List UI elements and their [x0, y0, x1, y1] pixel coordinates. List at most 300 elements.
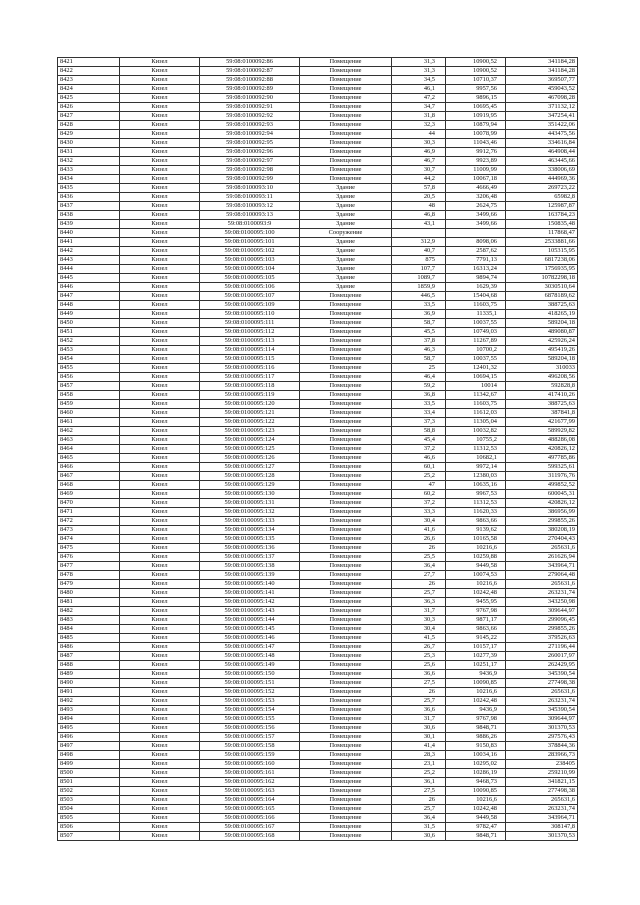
cadastral-value-cell: 443475,56: [506, 130, 578, 139]
object-type-cell: Помещение: [300, 400, 392, 409]
city-cell: Кизел: [120, 283, 200, 292]
city-cell: Кизел: [120, 121, 200, 130]
area-cell: 41,5: [392, 634, 446, 643]
city-cell: Кизел: [120, 229, 200, 238]
row-number-cell: 8440: [58, 229, 120, 238]
specific-value-cell: 11612,03: [446, 409, 506, 418]
object-type-cell: Здание: [300, 274, 392, 283]
cadastral-value-cell: 341184,28: [506, 67, 578, 76]
row-number-cell: 8454: [58, 355, 120, 364]
area-cell: 31,7: [392, 715, 446, 724]
specific-value-cell: 10635,16: [446, 481, 506, 490]
row-number-cell: 8490: [58, 679, 120, 688]
object-type-cell: Помещение: [300, 175, 392, 184]
cadastral-value-cell: 341184,28: [506, 58, 578, 67]
city-cell: Кизел: [120, 391, 200, 400]
cadastral-number-cell: 59:08:0100095:138: [200, 562, 300, 571]
cadastral-value-cell: 496208,56: [506, 373, 578, 382]
row-number-cell: 8425: [58, 94, 120, 103]
specific-value-cell: 15404,68: [446, 292, 506, 301]
city-cell: Кизел: [120, 670, 200, 679]
city-cell: Кизел: [120, 130, 200, 139]
table-row: [58, 364, 578, 373]
table-row: [58, 778, 578, 787]
cadastral-value-cell: 467098,28: [506, 94, 578, 103]
cadastral-value-cell: 589204,18: [506, 319, 578, 328]
city-cell: Кизел: [120, 139, 200, 148]
cadastral-value-cell: 299096,45: [506, 616, 578, 625]
cadastral-number-cell: 59:08:0100095:109: [200, 301, 300, 310]
table-row: [58, 760, 578, 769]
cadastral-value-cell: 388725,63: [506, 400, 578, 409]
area-cell: 26: [392, 580, 446, 589]
row-number-cell: 8480: [58, 589, 120, 598]
cadastral-number-cell: 59:08:0100092:86: [200, 58, 300, 67]
cadastral-value-cell: 499852,52: [506, 481, 578, 490]
table-row: [58, 436, 578, 445]
cadastral-value-cell: 589929,82: [506, 427, 578, 436]
specific-value-cell: 10259,88: [446, 553, 506, 562]
cadastral-value-cell: 297576,43: [506, 733, 578, 742]
specific-value-cell: 10682,1: [446, 454, 506, 463]
object-type-cell: Помещение: [300, 166, 392, 175]
cadastral-value-cell: 238405: [506, 760, 578, 769]
cadastral-value-cell: 150835,48: [506, 220, 578, 229]
city-cell: Кизел: [120, 112, 200, 121]
row-number-cell: 8463: [58, 436, 120, 445]
table-row: [58, 670, 578, 679]
table-row: [58, 130, 578, 139]
specific-value-cell: 12401,32: [446, 364, 506, 373]
row-number-cell: 8498: [58, 751, 120, 760]
cadastral-value-cell: 378844,36: [506, 742, 578, 751]
cadastral-value-cell: 371132,12: [506, 103, 578, 112]
cadastral-number-cell: 59:08:0100095:123: [200, 427, 300, 436]
object-type-cell: Помещение: [300, 427, 392, 436]
row-number-cell: 8433: [58, 166, 120, 175]
specific-value-cell: 9468,73: [446, 778, 506, 787]
cadastral-number-cell: 59:08:0100095:107: [200, 292, 300, 301]
city-cell: Кизел: [120, 274, 200, 283]
table-row: [58, 805, 578, 814]
row-number-cell: 8496: [58, 733, 120, 742]
cadastral-number-cell: 59:08:0100095:160: [200, 760, 300, 769]
area-cell: 26,7: [392, 643, 446, 652]
table-row: [58, 112, 578, 121]
cadastral-number-cell: 59:08:0100095:156: [200, 724, 300, 733]
cadastral-number-cell: 59:08:0100095:144: [200, 616, 300, 625]
area-cell: 46,9: [392, 148, 446, 157]
object-type-cell: Здание: [300, 184, 392, 193]
cadastral-value-cell: 338006,69: [506, 166, 578, 175]
area-cell: 33,4: [392, 409, 446, 418]
city-cell: Кизел: [120, 148, 200, 157]
cadastral-value-cell: 10782298,18: [506, 274, 578, 283]
specific-value-cell: 10216,6: [446, 796, 506, 805]
cadastral-number-cell: 59:08:0100095:125: [200, 445, 300, 454]
row-number-cell: 8497: [58, 742, 120, 751]
table-row: [58, 229, 578, 238]
table-row: [58, 616, 578, 625]
city-cell: Кизел: [120, 616, 200, 625]
cadastral-number-cell: 59:08:0100095:142: [200, 598, 300, 607]
area-cell: 40,7: [392, 247, 446, 256]
cadastral-number-cell: 59:08:0100095:105: [200, 274, 300, 283]
table-row: [58, 481, 578, 490]
specific-value-cell: 12380,03: [446, 472, 506, 481]
cadastral-value-cell: 265631,6: [506, 544, 578, 553]
cadastral-number-cell: 59:08:0100093:11: [200, 193, 300, 202]
cadastral-number-cell: 59:08:0100092:89: [200, 85, 300, 94]
specific-value-cell: 2587,62: [446, 247, 506, 256]
row-number-cell: 8494: [58, 715, 120, 724]
object-type-cell: Помещение: [300, 760, 392, 769]
city-cell: Кизел: [120, 652, 200, 661]
cadastral-value-cell: 459043,52: [506, 85, 578, 94]
row-number-cell: 8446: [58, 283, 120, 292]
object-type-cell: Помещение: [300, 517, 392, 526]
row-number-cell: 8439: [58, 220, 120, 229]
object-type-cell: Помещение: [300, 319, 392, 328]
area-cell: 37,2: [392, 445, 446, 454]
area-cell: 58,7: [392, 319, 446, 328]
row-number-cell: 8505: [58, 814, 120, 823]
row-number-cell: 8507: [58, 832, 120, 841]
row-number-cell: 8427: [58, 112, 120, 121]
area-cell: 25,2: [392, 769, 446, 778]
specific-value-cell: 11043,46: [446, 139, 506, 148]
city-cell: Кизел: [120, 715, 200, 724]
city-cell: Кизел: [120, 625, 200, 634]
area-cell: 48: [392, 202, 446, 211]
cadastral-number-cell: 59:08:0100095:141: [200, 589, 300, 598]
cadastral-value-cell: 6878189,62: [506, 292, 578, 301]
table-row: [58, 688, 578, 697]
specific-value-cell: 11335,1: [446, 310, 506, 319]
city-cell: Кизел: [120, 517, 200, 526]
specific-value-cell: 10879,94: [446, 121, 506, 130]
object-type-cell: Помещение: [300, 463, 392, 472]
area-cell: 45,5: [392, 328, 446, 337]
cadastral-value-cell: 387841,8: [506, 409, 578, 418]
row-number-cell: 8491: [58, 688, 120, 697]
area-cell: 28,3: [392, 751, 446, 760]
city-cell: Кизел: [120, 814, 200, 823]
table-row: [58, 121, 578, 130]
city-cell: Кизел: [120, 544, 200, 553]
cadastral-value-cell: 271196,44: [506, 643, 578, 652]
object-type-cell: Здание: [300, 265, 392, 274]
table-row: [58, 553, 578, 562]
city-cell: Кизел: [120, 724, 200, 733]
city-cell: Кизел: [120, 481, 200, 490]
city-cell: Кизел: [120, 472, 200, 481]
object-type-cell: Здание: [300, 211, 392, 220]
city-cell: Кизел: [120, 454, 200, 463]
cadastral-number-cell: 59:08:0100095:122: [200, 418, 300, 427]
object-type-cell: Помещение: [300, 607, 392, 616]
row-number-cell: 8482: [58, 607, 120, 616]
cadastral-number-cell: 59:08:0100095:161: [200, 769, 300, 778]
object-type-cell: Помещение: [300, 301, 392, 310]
area-cell: 30,1: [392, 733, 446, 742]
area-cell: 37,8: [392, 337, 446, 346]
specific-value-cell: 10034,16: [446, 751, 506, 760]
object-type-cell: Помещение: [300, 778, 392, 787]
table-row: [58, 526, 578, 535]
area-cell: 875: [392, 256, 446, 265]
area-cell: 27,7: [392, 571, 446, 580]
object-type-cell: Помещение: [300, 121, 392, 130]
object-type-cell: Помещение: [300, 652, 392, 661]
area-cell: 36,3: [392, 598, 446, 607]
city-cell: Кизел: [120, 607, 200, 616]
city-cell: Кизел: [120, 436, 200, 445]
specific-value-cell: 9145,22: [446, 634, 506, 643]
row-number-cell: 8468: [58, 481, 120, 490]
object-type-cell: Помещение: [300, 112, 392, 121]
object-type-cell: Помещение: [300, 769, 392, 778]
city-cell: Кизел: [120, 445, 200, 454]
cadastral-number-cell: 59:08:0100092:93: [200, 121, 300, 130]
row-number-cell: 8503: [58, 796, 120, 805]
object-type-cell: Помещение: [300, 553, 392, 562]
specific-value-cell: 11603,75: [446, 301, 506, 310]
cadastral-number-cell: 59:08:0100095:168: [200, 832, 300, 841]
cadastral-value-cell: 444969,36: [506, 175, 578, 184]
specific-value-cell: 9923,89: [446, 157, 506, 166]
specific-value-cell: 9848,71: [446, 832, 506, 841]
object-type-cell: Помещение: [300, 625, 392, 634]
city-cell: Кизел: [120, 76, 200, 85]
area-cell: 26: [392, 688, 446, 697]
cadastral-number-cell: 59:08:0100095:143: [200, 607, 300, 616]
row-number-cell: 8455: [58, 364, 120, 373]
city-cell: Кизел: [120, 823, 200, 832]
area-cell: 26: [392, 544, 446, 553]
object-type-cell: Помещение: [300, 733, 392, 742]
cadastral-value-cell: 265631,6: [506, 688, 578, 697]
city-cell: Кизел: [120, 364, 200, 373]
object-type-cell: Помещение: [300, 706, 392, 715]
cadastral-number-cell: 59:08:0100095:152: [200, 688, 300, 697]
city-cell: Кизел: [120, 490, 200, 499]
cadastral-number-cell: 59:08:0100092:94: [200, 130, 300, 139]
row-number-cell: 8449: [58, 310, 120, 319]
city-cell: Кизел: [120, 184, 200, 193]
object-type-cell: Помещение: [300, 643, 392, 652]
specific-value-cell: 11312,53: [446, 445, 506, 454]
city-cell: Кизел: [120, 832, 200, 841]
city-cell: Кизел: [120, 463, 200, 472]
object-type-cell: Помещение: [300, 139, 392, 148]
table-row: [58, 85, 578, 94]
area-cell: 36,8: [392, 391, 446, 400]
table-row: [58, 697, 578, 706]
area-cell: 43,1: [392, 220, 446, 229]
row-number-cell: 8459: [58, 400, 120, 409]
object-type-cell: Помещение: [300, 157, 392, 166]
object-type-cell: Помещение: [300, 814, 392, 823]
specific-value-cell: 9957,56: [446, 85, 506, 94]
area-cell: 46,8: [392, 211, 446, 220]
cadastral-number-cell: 59:08:0100095:145: [200, 625, 300, 634]
specific-value-cell: 9782,47: [446, 823, 506, 832]
cadastral-number-cell: 59:08:0100092:88: [200, 76, 300, 85]
row-number-cell: 8475: [58, 544, 120, 553]
area-cell: 23,1: [392, 760, 446, 769]
object-type-cell: Помещение: [300, 58, 392, 67]
object-type-cell: Помещение: [300, 823, 392, 832]
table-row: [58, 355, 578, 364]
cadastral-value-cell: 2533881,66: [506, 238, 578, 247]
area-cell: 33,5: [392, 400, 446, 409]
city-cell: Кизел: [120, 220, 200, 229]
city-cell: Кизел: [120, 733, 200, 742]
object-type-cell: Помещение: [300, 85, 392, 94]
specific-value-cell: 10695,45: [446, 103, 506, 112]
cadastral-number-cell: 59:08:0100095:106: [200, 283, 300, 292]
cadastral-value-cell: 369507,77: [506, 76, 578, 85]
cadastral-value-cell: 343964,71: [506, 814, 578, 823]
area-cell: 60,1: [392, 463, 446, 472]
cadastral-number-cell: 59:08:0100095:119: [200, 391, 300, 400]
city-cell: Кизел: [120, 157, 200, 166]
row-number-cell: 8445: [58, 274, 120, 283]
cadastral-number-cell: 59:08:0100095:164: [200, 796, 300, 805]
cadastral-number-cell: 59:08:0100095:112: [200, 328, 300, 337]
area-cell: 446,5: [392, 292, 446, 301]
specific-value-cell: 3499,66: [446, 211, 506, 220]
table-row: [58, 220, 578, 229]
specific-value-cell: 10295,02: [446, 760, 506, 769]
area-cell: 25,7: [392, 589, 446, 598]
city-cell: Кизел: [120, 634, 200, 643]
table-row: [58, 454, 578, 463]
row-number-cell: 8501: [58, 778, 120, 787]
cadastral-number-cell: 59:08:0100095:150: [200, 670, 300, 679]
table-row: [58, 67, 578, 76]
object-type-cell: Помещение: [300, 499, 392, 508]
object-type-cell: Здание: [300, 220, 392, 229]
city-cell: Кизел: [120, 778, 200, 787]
table-row: [58, 625, 578, 634]
area-cell: 37,3: [392, 418, 446, 427]
city-cell: Кизел: [120, 697, 200, 706]
specific-value-cell: 8098,06: [446, 238, 506, 247]
area-cell: 36,1: [392, 778, 446, 787]
object-type-cell: Помещение: [300, 661, 392, 670]
table-row: [58, 346, 578, 355]
city-cell: Кизел: [120, 301, 200, 310]
table-row: [58, 58, 578, 67]
cadastral-number-cell: 59:08:0100095:124: [200, 436, 300, 445]
area-cell: 27,5: [392, 679, 446, 688]
object-type-cell: Помещение: [300, 679, 392, 688]
specific-value-cell: 10242,48: [446, 805, 506, 814]
city-cell: Кизел: [120, 571, 200, 580]
cadastral-number-cell: 59:08:0100092:97: [200, 157, 300, 166]
table-row: [58, 319, 578, 328]
area-cell: [392, 229, 446, 238]
area-cell: 25,3: [392, 652, 446, 661]
specific-value-cell: 10067,18: [446, 175, 506, 184]
cadastral-value-cell: 265631,6: [506, 580, 578, 589]
area-cell: 41,6: [392, 526, 446, 535]
row-number-cell: 8431: [58, 148, 120, 157]
cadastral-value-cell: 3030510,64: [506, 283, 578, 292]
cadastral-value-cell: 310033: [506, 364, 578, 373]
specific-value-cell: 9886,26: [446, 733, 506, 742]
specific-value-cell: 9139,62: [446, 526, 506, 535]
cadastral-number-cell: 59:08:0100095:102: [200, 247, 300, 256]
cadastral-value-cell: 263231,74: [506, 805, 578, 814]
city-cell: Кизел: [120, 409, 200, 418]
specific-value-cell: 9848,71: [446, 724, 506, 733]
row-number-cell: 8429: [58, 130, 120, 139]
specific-value-cell: 9150,83: [446, 742, 506, 751]
specific-value-cell: 9912,76: [446, 148, 506, 157]
row-number-cell: 8502: [58, 787, 120, 796]
table-row: [58, 382, 578, 391]
specific-value-cell: 11267,89: [446, 337, 506, 346]
row-number-cell: 8450: [58, 319, 120, 328]
row-number-cell: 8465: [58, 454, 120, 463]
object-type-cell: Здание: [300, 202, 392, 211]
cadastral-number-cell: 59:08:0100095:153: [200, 697, 300, 706]
row-number-cell: 8432: [58, 157, 120, 166]
cadastral-number-cell: 59:08:0100093:13: [200, 211, 300, 220]
area-cell: 58,8: [392, 427, 446, 436]
specific-value-cell: 9972,14: [446, 463, 506, 472]
object-type-cell: Помещение: [300, 535, 392, 544]
specific-value-cell: 9767,98: [446, 607, 506, 616]
object-type-cell: Сооружение: [300, 229, 392, 238]
specific-value-cell: 10242,48: [446, 697, 506, 706]
object-type-cell: Помещение: [300, 751, 392, 760]
area-cell: 25,7: [392, 805, 446, 814]
table-row: [58, 418, 578, 427]
specific-value-cell: 10157,17: [446, 643, 506, 652]
area-cell: 36,6: [392, 706, 446, 715]
specific-value-cell: 1629,39: [446, 283, 506, 292]
object-type-cell: Помещение: [300, 148, 392, 157]
cadastral-number-cell: 59:08:0100095:100: [200, 229, 300, 238]
row-number-cell: 8447: [58, 292, 120, 301]
cadastral-value-cell: 117868,47: [506, 229, 578, 238]
table-row: [58, 787, 578, 796]
cadastral-number-cell: 59:08:0100095:162: [200, 778, 300, 787]
object-type-cell: Помещение: [300, 130, 392, 139]
table-row: [58, 184, 578, 193]
table-row: [58, 202, 578, 211]
area-cell: 26,6: [392, 535, 446, 544]
row-number-cell: 8489: [58, 670, 120, 679]
cadastral-value-cell: 308147,8: [506, 823, 578, 832]
cadastral-value-cell: 260017,97: [506, 652, 578, 661]
specific-value-cell: 9863,66: [446, 517, 506, 526]
area-cell: 33,5: [392, 301, 446, 310]
cadastral-number-cell: 59:08:0100095:101: [200, 238, 300, 247]
object-type-cell: Помещение: [300, 571, 392, 580]
row-number-cell: 8428: [58, 121, 120, 130]
table-row: [58, 328, 578, 337]
object-type-cell: Здание: [300, 256, 392, 265]
city-cell: Кизел: [120, 310, 200, 319]
city-cell: Кизел: [120, 328, 200, 337]
row-number-cell: 8434: [58, 175, 120, 184]
table-row: [58, 193, 578, 202]
